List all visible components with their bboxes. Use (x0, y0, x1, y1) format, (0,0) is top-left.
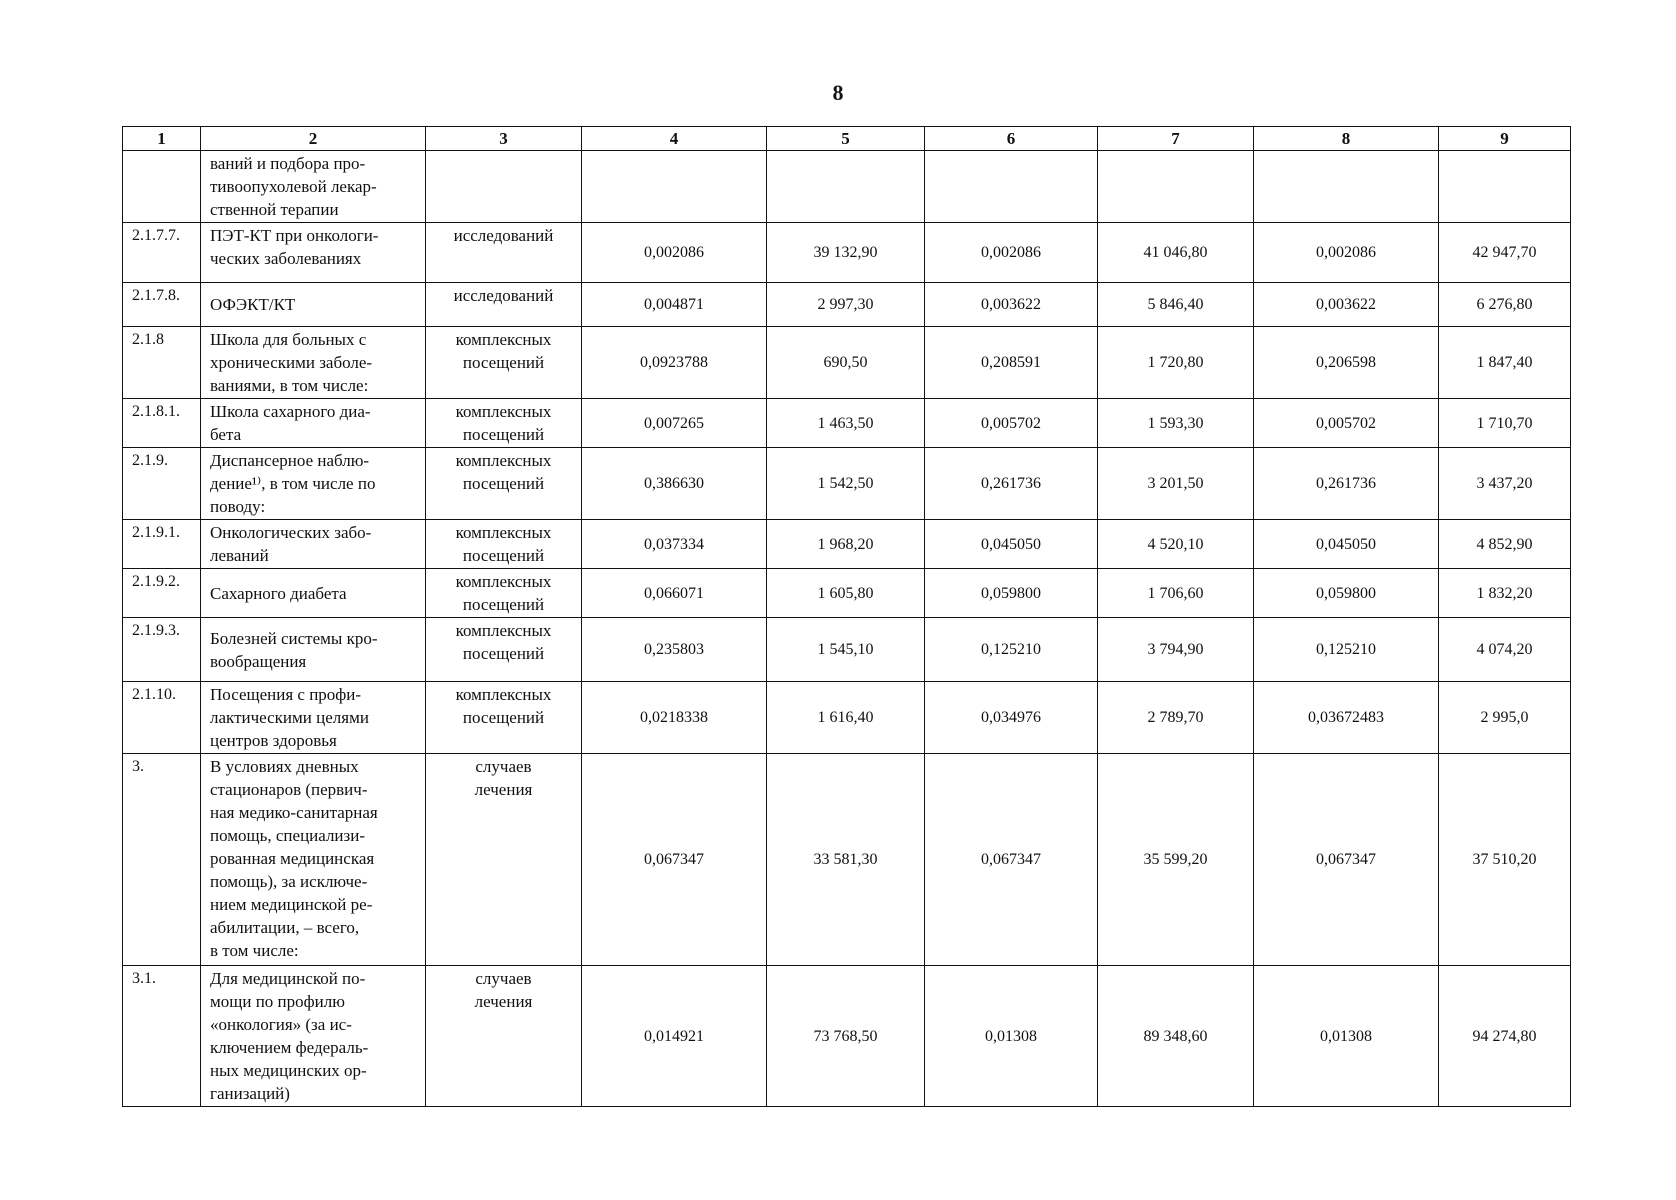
row-unit (426, 151, 582, 223)
row-name (201, 223, 426, 283)
row-unit-text: исследований (453, 286, 554, 305)
cell-col6: 0,034976 (925, 682, 1098, 754)
table-row (123, 618, 1571, 682)
row-number: 2.1.9.2. (123, 569, 201, 618)
row-name-text: Болезней системы кро- вообращения (210, 628, 378, 671)
row-name (201, 754, 426, 966)
table-row (123, 754, 1571, 966)
cell-col5: 1 605,80 (767, 569, 925, 618)
cell-col9: 2 995,0 (1439, 682, 1571, 754)
cell-col9: 37 510,20 (1439, 754, 1571, 966)
row-number: 3. (123, 754, 201, 966)
row-unit-text: случаев лечения (474, 969, 533, 1011)
cell-col7: 2 789,70 (1098, 682, 1254, 754)
cell-col7: 4 520,10 (1098, 520, 1254, 569)
cell-col9 (1439, 151, 1571, 223)
row-name (201, 618, 426, 682)
cell-col8 (1254, 151, 1439, 223)
row-number: 2.1.7.8. (123, 283, 201, 327)
row-name-text: Для медицинской по- мощи по профилю «онкология» (за ис- ключением федераль- ных медицинских ор- ганизаций) (210, 969, 369, 1103)
cell-col5: 1 463,50 (767, 399, 925, 448)
cell-col4 (582, 151, 767, 223)
row-name (201, 682, 426, 754)
cell-col6: 0,208591 (925, 327, 1098, 399)
cell-col6: 0,045050 (925, 520, 1098, 569)
cell-col6: 0,01308 (925, 966, 1098, 1107)
row-unit-text: комплексных посещений (455, 685, 552, 727)
cell-col6: 0,002086 (925, 223, 1098, 283)
column-number: 5 (767, 127, 925, 151)
cell-col7: 3 201,50 (1098, 448, 1254, 520)
row-unit (426, 682, 582, 754)
cell-col6: 0,005702 (925, 399, 1098, 448)
row-name (201, 283, 426, 327)
cell-col5: 73 768,50 (767, 966, 925, 1107)
cell-col5: 2 997,30 (767, 283, 925, 327)
cell-col5: 1 545,10 (767, 618, 925, 682)
cell-col8: 0,002086 (1254, 223, 1439, 283)
row-unit-text: комплексных посещений (455, 523, 552, 565)
table-row (123, 151, 1571, 223)
row-unit-text: исследований (453, 226, 554, 245)
row-unit (426, 520, 582, 569)
row-name (201, 448, 426, 520)
row-name-text: В условиях дневных стационаров (первич- ная медико-санитарная помощь, специализи- рованная медицинская помощь), за исключе- нием медицинской ре- абилитации, – всего, в том числе: (210, 757, 378, 960)
row-name-text: ОФЭКТ/КТ (210, 295, 296, 314)
row-name (201, 151, 426, 223)
column-number: 2 (201, 127, 426, 151)
column-number: 8 (1254, 127, 1439, 151)
row-number (123, 151, 201, 223)
row-name-text: Школа для больных с хроническими заболе- ваниями, в том числе: (210, 330, 373, 395)
row-name-text: Сахарного диабета (210, 583, 347, 603)
column-number: 1 (123, 127, 201, 151)
cell-col9: 4 074,20 (1439, 618, 1571, 682)
row-name-text: Диспансерное наблю- дение¹⁾, в том числе по поводу: (210, 451, 376, 516)
cell-col9: 42 947,70 (1439, 223, 1571, 283)
row-number: 3.1. (123, 966, 201, 1107)
row-name (201, 520, 426, 569)
row-number: 2.1.10. (123, 682, 201, 754)
row-unit-text: случаев лечения (474, 757, 533, 799)
cell-col8: 0,01308 (1254, 966, 1439, 1107)
cell-col5: 39 132,90 (767, 223, 925, 283)
cell-col5: 1 542,50 (767, 448, 925, 520)
table-row (123, 399, 1571, 448)
table-row (123, 520, 1571, 569)
cell-col7: 1 593,30 (1098, 399, 1254, 448)
cell-col8: 0,005702 (1254, 399, 1439, 448)
table-row (123, 966, 1571, 1107)
row-number: 2.1.8 (123, 327, 201, 399)
column-number-header (123, 127, 1571, 151)
cell-col6: 0,003622 (925, 283, 1098, 327)
row-name-text: Школа сахарного диа- бета (210, 402, 371, 444)
cell-col9: 94 274,80 (1439, 966, 1571, 1107)
table-row (123, 283, 1571, 327)
row-unit (426, 569, 582, 618)
row-number: 2.1.9.1. (123, 520, 201, 569)
row-unit-text: комплексных посещений (455, 402, 552, 444)
cell-col4: 0,0923788 (582, 327, 767, 399)
cell-col8: 0,059800 (1254, 569, 1439, 618)
cell-col5: 690,50 (767, 327, 925, 399)
cell-col5: 1 968,20 (767, 520, 925, 569)
cell-col8: 0,261736 (1254, 448, 1439, 520)
table-body (123, 151, 1571, 1107)
header-row (123, 127, 1571, 151)
column-number: 9 (1439, 127, 1571, 151)
cell-col4: 0,235803 (582, 618, 767, 682)
row-unit-text: комплексных посещений (455, 572, 552, 614)
cell-col4: 0,007265 (582, 399, 767, 448)
cell-col5 (767, 151, 925, 223)
cell-col6: 0,059800 (925, 569, 1098, 618)
cell-col9: 1 710,70 (1439, 399, 1571, 448)
row-number: 2.1.7.7. (123, 223, 201, 283)
cell-col5: 33 581,30 (767, 754, 925, 966)
cell-col4: 0,002086 (582, 223, 767, 283)
table-row (123, 223, 1571, 283)
page-number: 8 (832, 80, 844, 105)
cell-col9: 3 437,20 (1439, 448, 1571, 520)
table-row (123, 682, 1571, 754)
cell-col9: 4 852,90 (1439, 520, 1571, 569)
cell-col6: 0,125210 (925, 618, 1098, 682)
row-name (201, 966, 426, 1107)
cell-col8: 0,206598 (1254, 327, 1439, 399)
cell-col4: 0,0218338 (582, 682, 767, 754)
row-unit-text: комплексных посещений (455, 330, 552, 372)
cell-col8: 0,03672483 (1254, 682, 1439, 754)
table-row (123, 569, 1571, 618)
row-number: 2.1.9. (123, 448, 201, 520)
row-name-text: ваний и подбора про- тивоопухолевой лекар- ственной терапии (210, 154, 377, 219)
cell-col8: 0,125210 (1254, 618, 1439, 682)
row-name-text: Онкологических забо- леваний (210, 523, 372, 565)
row-unit (426, 327, 582, 399)
cell-col6: 0,067347 (925, 754, 1098, 966)
cell-col7: 5 846,40 (1098, 283, 1254, 327)
row-unit (426, 283, 582, 327)
cell-col9: 6 276,80 (1439, 283, 1571, 327)
cell-col8: 0,045050 (1254, 520, 1439, 569)
row-name-text: Посещения с профи- лактическими целями центров здоровья (210, 685, 369, 750)
cell-col7: 1 706,60 (1098, 569, 1254, 618)
cell-col8: 0,003622 (1254, 283, 1439, 327)
column-number: 4 (582, 127, 767, 151)
cell-col6 (925, 151, 1098, 223)
data-table (122, 126, 1571, 1107)
cell-col4: 0,004871 (582, 283, 767, 327)
cell-col7: 3 794,90 (1098, 618, 1254, 682)
row-name (201, 327, 426, 399)
row-unit (426, 618, 582, 682)
column-number: 7 (1098, 127, 1254, 151)
column-number: 6 (925, 127, 1098, 151)
row-name-text: ПЭТ-КТ при онкологи- ческих заболеваниях (210, 226, 379, 268)
column-number: 3 (426, 127, 582, 151)
table-row (123, 448, 1571, 520)
cell-col7: 41 046,80 (1098, 223, 1254, 283)
cell-col4: 0,067347 (582, 754, 767, 966)
row-name (201, 569, 426, 618)
cell-col8: 0,067347 (1254, 754, 1439, 966)
row-unit (426, 399, 582, 448)
row-number: 2.1.8.1. (123, 399, 201, 448)
cell-col4: 0,037334 (582, 520, 767, 569)
cell-col7 (1098, 151, 1254, 223)
row-unit (426, 754, 582, 966)
cell-col7: 35 599,20 (1098, 754, 1254, 966)
row-number: 2.1.9.3. (123, 618, 201, 682)
row-unit (426, 966, 582, 1107)
cell-col4: 0,014921 (582, 966, 767, 1107)
row-unit-text: комплексных посещений (455, 621, 552, 663)
cell-col9: 1 847,40 (1439, 327, 1571, 399)
table-row (123, 327, 1571, 399)
row-unit (426, 448, 582, 520)
cell-col7: 1 720,80 (1098, 327, 1254, 399)
cell-col4: 0,066071 (582, 569, 767, 618)
cell-col6: 0,261736 (925, 448, 1098, 520)
cell-col5: 1 616,40 (767, 682, 925, 754)
row-unit-text: комплексных посещений (455, 451, 552, 493)
cell-col7: 89 348,60 (1098, 966, 1254, 1107)
row-unit (426, 223, 582, 283)
row-name (201, 399, 426, 448)
cell-col4: 0,386630 (582, 448, 767, 520)
cell-col9: 1 832,20 (1439, 569, 1571, 618)
